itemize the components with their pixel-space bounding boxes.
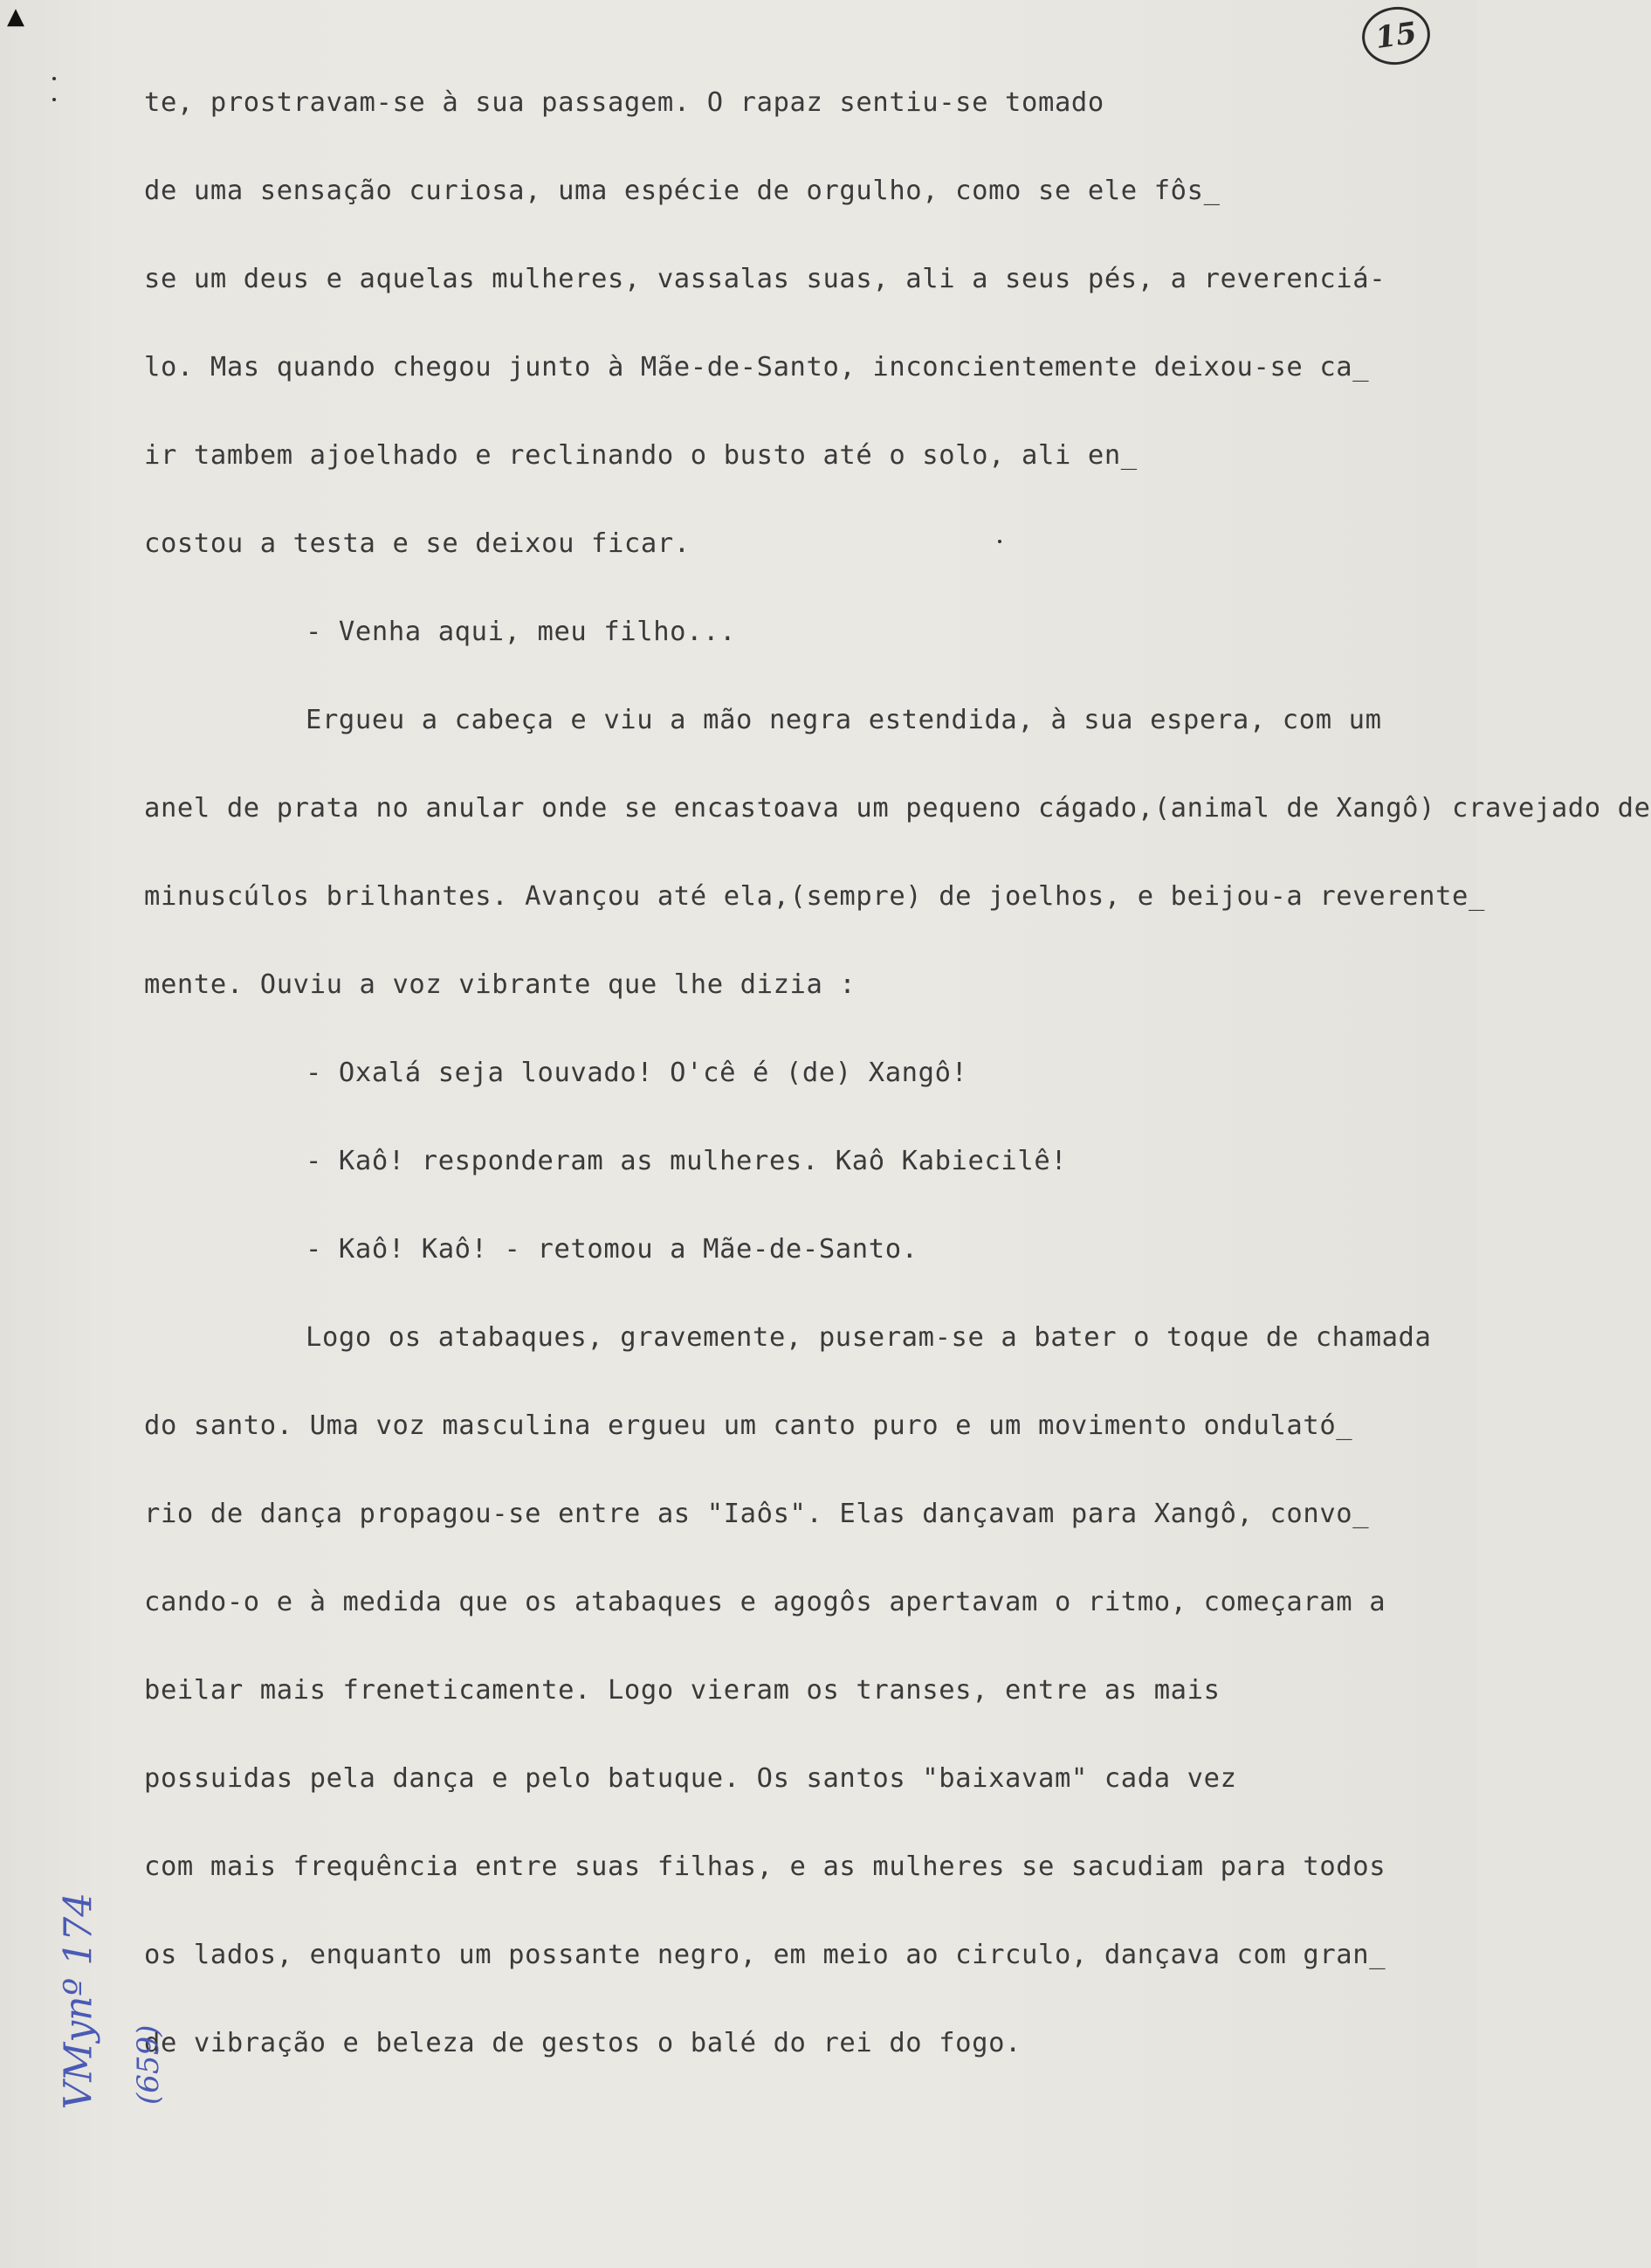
text-line: se um deus e aquelas mulheres, vassalas suas, ali a seus pés, a reverenciá- (144, 264, 1386, 294)
archive-reference-number: (659) (131, 2024, 166, 2105)
text-line: beilar mais freneticamente. Logo vieram os transes, entre as mais (144, 1675, 1221, 1706)
text-line: ir tambem ajoelhado e reclinando o busto até o solo, ali en_ (144, 440, 1138, 471)
text-line: os lados, enquanto um possante negro, em meio ao circulo, dançava com gran_ (144, 1940, 1386, 1970)
text-line: possuidas pela dança e pelo batuque. Os santos "baixavam" cada vez (144, 1763, 1237, 1794)
archive-reference: VMynº 174 (56, 1892, 101, 2110)
text-line: costou a testa e se deixou ficar. (144, 528, 691, 559)
text-line: minuscúlos brilhantes. Avançou até ela,(sempre) de joelhos, e beijou-a reverente_ (144, 881, 1485, 912)
ink-dot (52, 98, 56, 101)
dialog-line: - Oxalá seja louvado! O'cê é (de) Xangô! (306, 1058, 968, 1088)
text-line: Logo os atabaques, gravemente, puseram-se a bater o toque de chamada (306, 1322, 1432, 1353)
archive-margin-note (26, 1878, 166, 2131)
text-line: de uma sensação curiosa, uma espécie de orgulho, como se ele fôs_ (144, 176, 1221, 206)
typed-body-text (144, 86, 1651, 2114)
corner-mark: ▲ (7, 3, 24, 30)
page-number: 15 (1359, 3, 1434, 69)
text-line: com mais frequência entre suas filhas, e as mulheres se sacudiam para todos (144, 1851, 1386, 1882)
text-line: Ergueu a cabeça e viu a mão negra estendida, à sua espera, com um (306, 705, 1382, 735)
text-line: mente. Ouviu a voz vibrante que lhe dizia : (144, 969, 856, 1000)
text-line: cando-o e à medida que os atabaques e agogôs apertavam o ritmo, começaram a (144, 1587, 1386, 1617)
text-line: do santo. Uma voz masculina ergueu um canto puro e um movimento ondulató_ (144, 1410, 1353, 1441)
text-line: de vibração e beleza de gestos o balé do rei do fogo. (144, 2028, 1022, 2058)
dialog-line: - Kaô! responderam as mulheres. Kaô Kabiecilê! (306, 1146, 1068, 1176)
text-line: te, prostravam-se à sua passagem. O rapaz sentiu-se tomado (144, 87, 1104, 118)
dialog-line: - Kaô! Kaô! - retomou a Mãe-de-Santo. (306, 1234, 918, 1265)
text-line: lo. Mas quando chegou junto à Mãe-de-Santo, inconcientemente deixou-se ca_ (144, 352, 1370, 383)
ink-dot (52, 77, 56, 80)
dialog-line: - Venha aqui, meu filho... (306, 617, 737, 647)
text-line: rio de dança propagou-se entre as "Iaôs". Elas dançavam para Xangô, convo_ (144, 1499, 1370, 1529)
text-line: anel de prata no anular onde se encastoava um pequeno cágado,(animal de Xangô) cravejado de (144, 793, 1651, 824)
